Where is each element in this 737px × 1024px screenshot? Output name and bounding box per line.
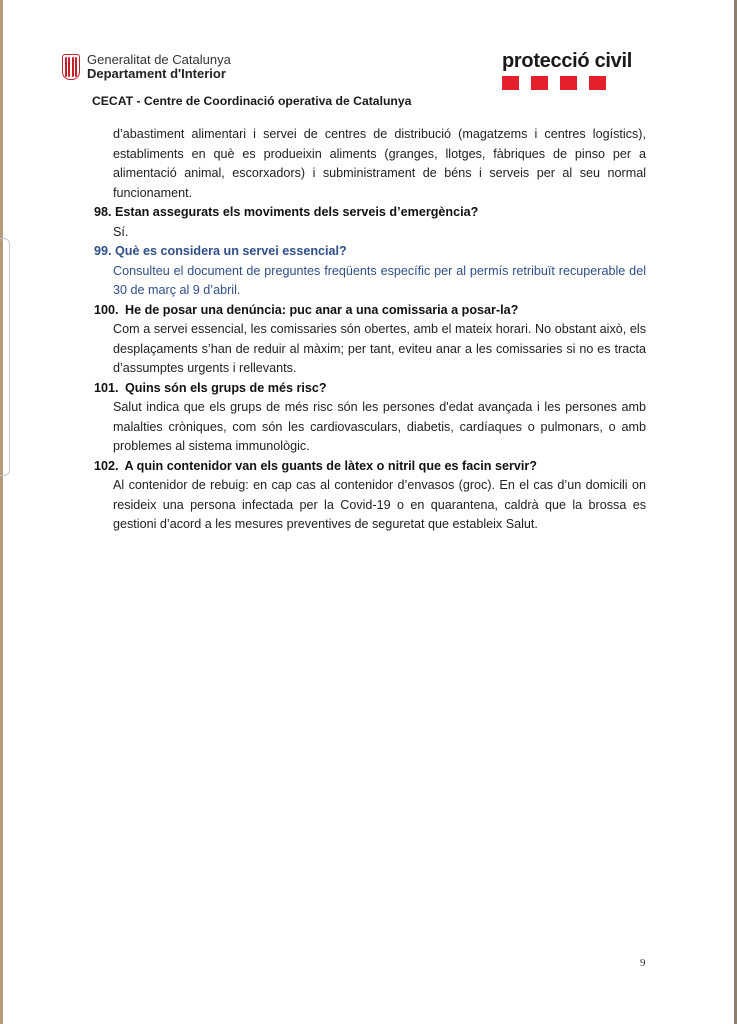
answer-text: Salut indica que els grups de més risc són les persones d'edat avançada i les persones amb malalties cròniques, com són les cardiovasculars, diabetis, cardíaques o pulmonars, o amb problemes al sistema immunològic. bbox=[113, 400, 646, 453]
question-number: 100. bbox=[94, 302, 119, 317]
question-number: 99. bbox=[94, 244, 112, 258]
question-text: A quin contenidor van els guants de làtex o nitril que es facin servir? bbox=[124, 458, 537, 473]
faq-item-101 bbox=[94, 379, 646, 457]
faq-content bbox=[94, 125, 646, 535]
question-text: Estan assegurats els moviments dels serveis d’emergència? bbox=[115, 205, 479, 219]
gencat-logo bbox=[62, 53, 231, 81]
gencat-name: Generalitat de Catalunya bbox=[87, 52, 231, 67]
answer-text: Sí. bbox=[113, 224, 129, 239]
answer-text: Al contenidor de rebuig: en cap cas al contenidor d’envasos (groc). En el cas d’un domicili on resideix una persona infectada per la Covid-19 o en quarantena, caldrà que la brossa es gestioni d’acord a les mesures preventives de seguretat que estableix Salut. bbox=[113, 478, 646, 531]
brand-title: protecció civil bbox=[502, 50, 632, 72]
question-number: 98. bbox=[94, 205, 112, 219]
question-text: Quins són els grups de més risc? bbox=[125, 380, 327, 395]
faq-item-98 bbox=[94, 203, 646, 242]
page-edge-left bbox=[0, 0, 3, 1024]
answer-text: Com a servei essencial, les comissaries són obertes, amb el mateix horari. No obstant això, els desplaçaments s’han de reduir al màxim; per tant, eviteu anar a les comissaries si no es tracta d’assumptes urgents i rellevants. bbox=[113, 322, 646, 375]
faq-item-102 bbox=[94, 457, 646, 535]
document-subtitle: CECAT - Centre de Coordinació operativa de Catalunya bbox=[92, 94, 412, 108]
question-number: 102. bbox=[94, 458, 119, 473]
faq-item-99 bbox=[94, 242, 646, 301]
answer-text: Consulteu el document de preguntes freqüents específic per al permís retribuït recuperable del 30 de març al 9 d’abril. bbox=[113, 263, 646, 297]
side-scroll-tab[interactable] bbox=[0, 238, 10, 476]
faq-item-100 bbox=[94, 301, 646, 379]
proteccio-civil-logo bbox=[502, 51, 632, 90]
page-number: 9 bbox=[640, 957, 646, 969]
intro-paragraph: d’abastiment alimentari i servei de centres de distribució (magatzems i centres logístics), establiments en què es produeixin aliments (granges, llotges, fàbriques de pinso per a alimentació animal, escorxadors) i subministrament de béns i serveis per al seu normal funcionament. bbox=[113, 127, 646, 200]
question-text: Què es considera un servei essencial? bbox=[115, 244, 347, 258]
question-number: 101. bbox=[94, 380, 119, 395]
question-text: He de posar una denúncia: puc anar a una comissaria a posar-la? bbox=[125, 302, 519, 317]
red-squares-icon bbox=[502, 76, 632, 90]
department-name: Departament d'Interior bbox=[87, 66, 226, 81]
catalan-flag-emblem-icon bbox=[62, 54, 80, 80]
